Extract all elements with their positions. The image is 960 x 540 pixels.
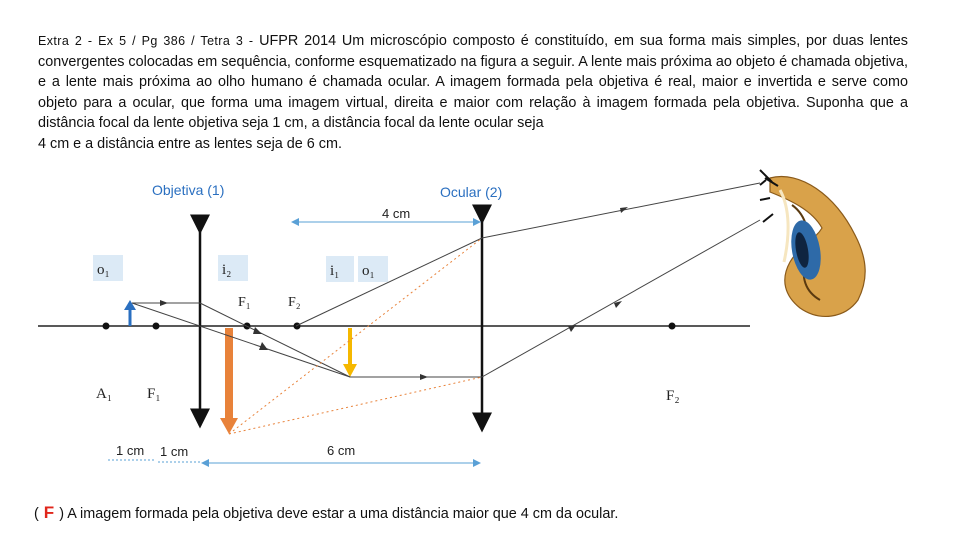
label-F1-top: F₁ [238,295,251,310]
label-o1: o₁ [97,262,110,278]
objective-label: Objetiva (1) [152,182,225,198]
label-F2-bottom: F₂ [666,388,680,404]
source-reference: Extra 2 - Ex 5 / Pg 386 / Tetra 3 - [38,34,260,48]
label-F1-bottom: F₁ [147,386,161,402]
point-F1-left [153,323,160,330]
dimension-4cm-label: 4 cm [382,206,411,221]
image2-arrowhead [220,418,238,434]
problem-body: UFPR 2014 Um microscópio composto é constituído, em sua forma mais simples, por duas lentes convergentes colocadas em sequência, conforme esquematizado na figura a seguir. A lente mais próxima ao objeto é chamada objetiva, e a lente mais próxima ao olho humano é chamada ocular. A imagem formada pela objetiva é real, maior e invertida e serve como objeto para a ocular, que forma uma imagem virtual, direita e maior com relação à imagem formada pela objetiva. Suponha que a distância focal da lente objetiva seja 1 cm, a distância focal da lente ocular seja [38,33,908,131]
label-i1: i₁ [330,263,340,279]
dimension-1cm-b-label: 1 cm [160,444,189,459]
eye-icon [760,170,865,316]
answer-text: A imagem formada pela objetiva deve estar a uma distância maior que 4 cm da ocular. [67,506,619,522]
dimension-6cm-label: 6 cm [327,443,356,458]
label-F2-top: F₂ [288,295,301,310]
problem-last-line: 4 cm e a distância entre as lentes seja de 6 cm. [38,135,342,152]
answer-statement [34,503,618,523]
ocular-label: Ocular (2) [440,184,503,200]
point-F2-right [669,323,676,330]
answer-close-paren: ) [59,506,64,522]
object-arrowhead [124,300,136,310]
dimension-1cm-a-label: 1 cm [116,443,145,458]
label-o1b: o₁ [362,263,375,279]
point-A1 [103,323,110,330]
label-i2: i₂ [222,262,232,278]
answer-mark: F [43,503,55,522]
label-A1: A₁ [96,386,113,402]
answer-open-paren: ( [34,506,39,522]
